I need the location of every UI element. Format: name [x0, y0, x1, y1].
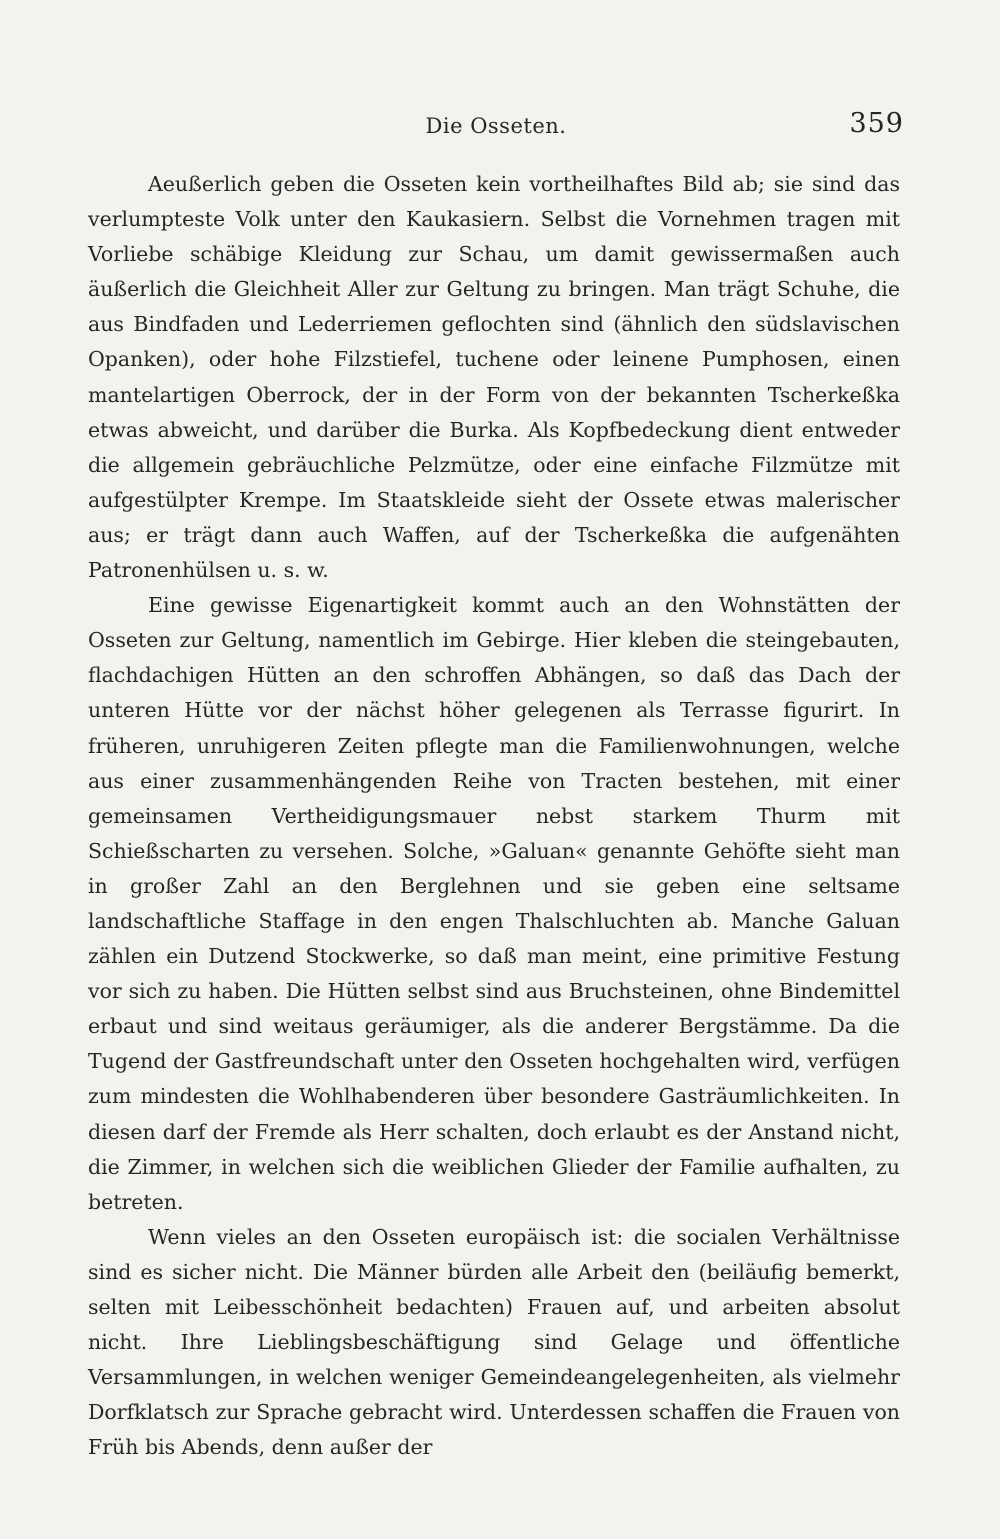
page-number: 359 [849, 108, 904, 139]
body-text [88, 167, 900, 1465]
page-header [88, 108, 904, 148]
paragraph-clothing: Aeußerlich geben die Osseten kein vortheilhaftes Bild ab; sie sind das verlumpteste Volk unter den Kaukasiern. Selbst die Vornehmen tragen mit Vorliebe schäbige Kleidung zur Schau, um damit gewissermaßen auch äußerlich die Gleichheit Aller zur Geltung zu bringen. Man trägt Schuhe, die aus Bindfaden und Lederriemen geflochten sind (ähnlich den südslavischen Opanken), oder hohe Filzstiefel, tuchene oder leinene Pumphosen, einen mantelartigen Oberrock, der in der Form von der bekannten Tscherkeßka etwas abweicht, und darüber die Burka. Als Kopfbedeckung dient entweder die allgemein gebräuchliche Pelzmütze, oder eine einfache Filzmütze mit aufgestülpter Krempe. Im Staatskleide sieht der Ossete etwas malerischer aus; er trägt dann auch Waffen, auf der Tscherkeßka die aufgenähten Patronenhülsen u. s. w. [88, 172, 900, 583]
running-title: Die Osseten. [425, 114, 567, 138]
paragraph-dwellings: Eine gewisse Eigenartigkeit kommt auch an den Wohnstätten der Osseten zur Geltung, namentlich im Gebirge. Hier kleben die steingebauten, flachdachigen Hütten an den schroffen Abhängen, so daß das Dach der unteren Hütte vor der nächst höher gelegenen als Terrasse figurirt. In früheren, unruhigeren Zeiten pflegte man die Familienwohnungen, welche aus einer zusammenhängenden Reihe von Tracten bestehen, mit einer gemeinsamen Vertheidigungsmauer nebst starkem Thurm mit Schießscharten zu versehen. Solche, »Galuan« genannte Gehöfte sieht man in großer Zahl an den Berglehnen und sie geben eine seltsame landschaftliche Staffage in den engen Thalschluchten ab. Manche Galuan zählen ein Dutzend Stockwerke, so daß man meint, eine primitive Festung vor sich zu haben. Die Hütten selbst sind aus Bruchsteinen, ohne Bindemittel erbaut und sind weitaus geräumiger, als die anderer Bergstämme. Da die Tugend der Gastfreundschaft unter den Osseten hochgehalten wird, verfügen zum mindesten die Wohlhabenderen über besondere Gasträumlichkeiten. In diesen darf der Fremde als Herr schalten, doch erlaubt es der Anstand nicht, die Zimmer, in welchen sich die weiblichen Glieder der Familie aufhalten, zu betreten. [88, 593, 900, 1214]
paragraph-social-conditions: Wenn vieles an den Osseten europäisch ist: die socialen Verhältnisse sind es sicher nicht. Die Männer bürden alle Arbeit den (beiläufig bemerkt, selten mit Leibesschönheit bedachten) Frauen auf, und arbeiten absolut nicht. Ihre Lieblingsbeschäftigung sind Gelage und öffentliche Versammlungen, in welchen weniger Gemeindeangelegenheiten, als vielmehr Dorfklatsch zur Sprache gebracht wird. Unterdessen schaffen die Frauen von Früh bis Abends, denn außer der [88, 1224, 900, 1460]
